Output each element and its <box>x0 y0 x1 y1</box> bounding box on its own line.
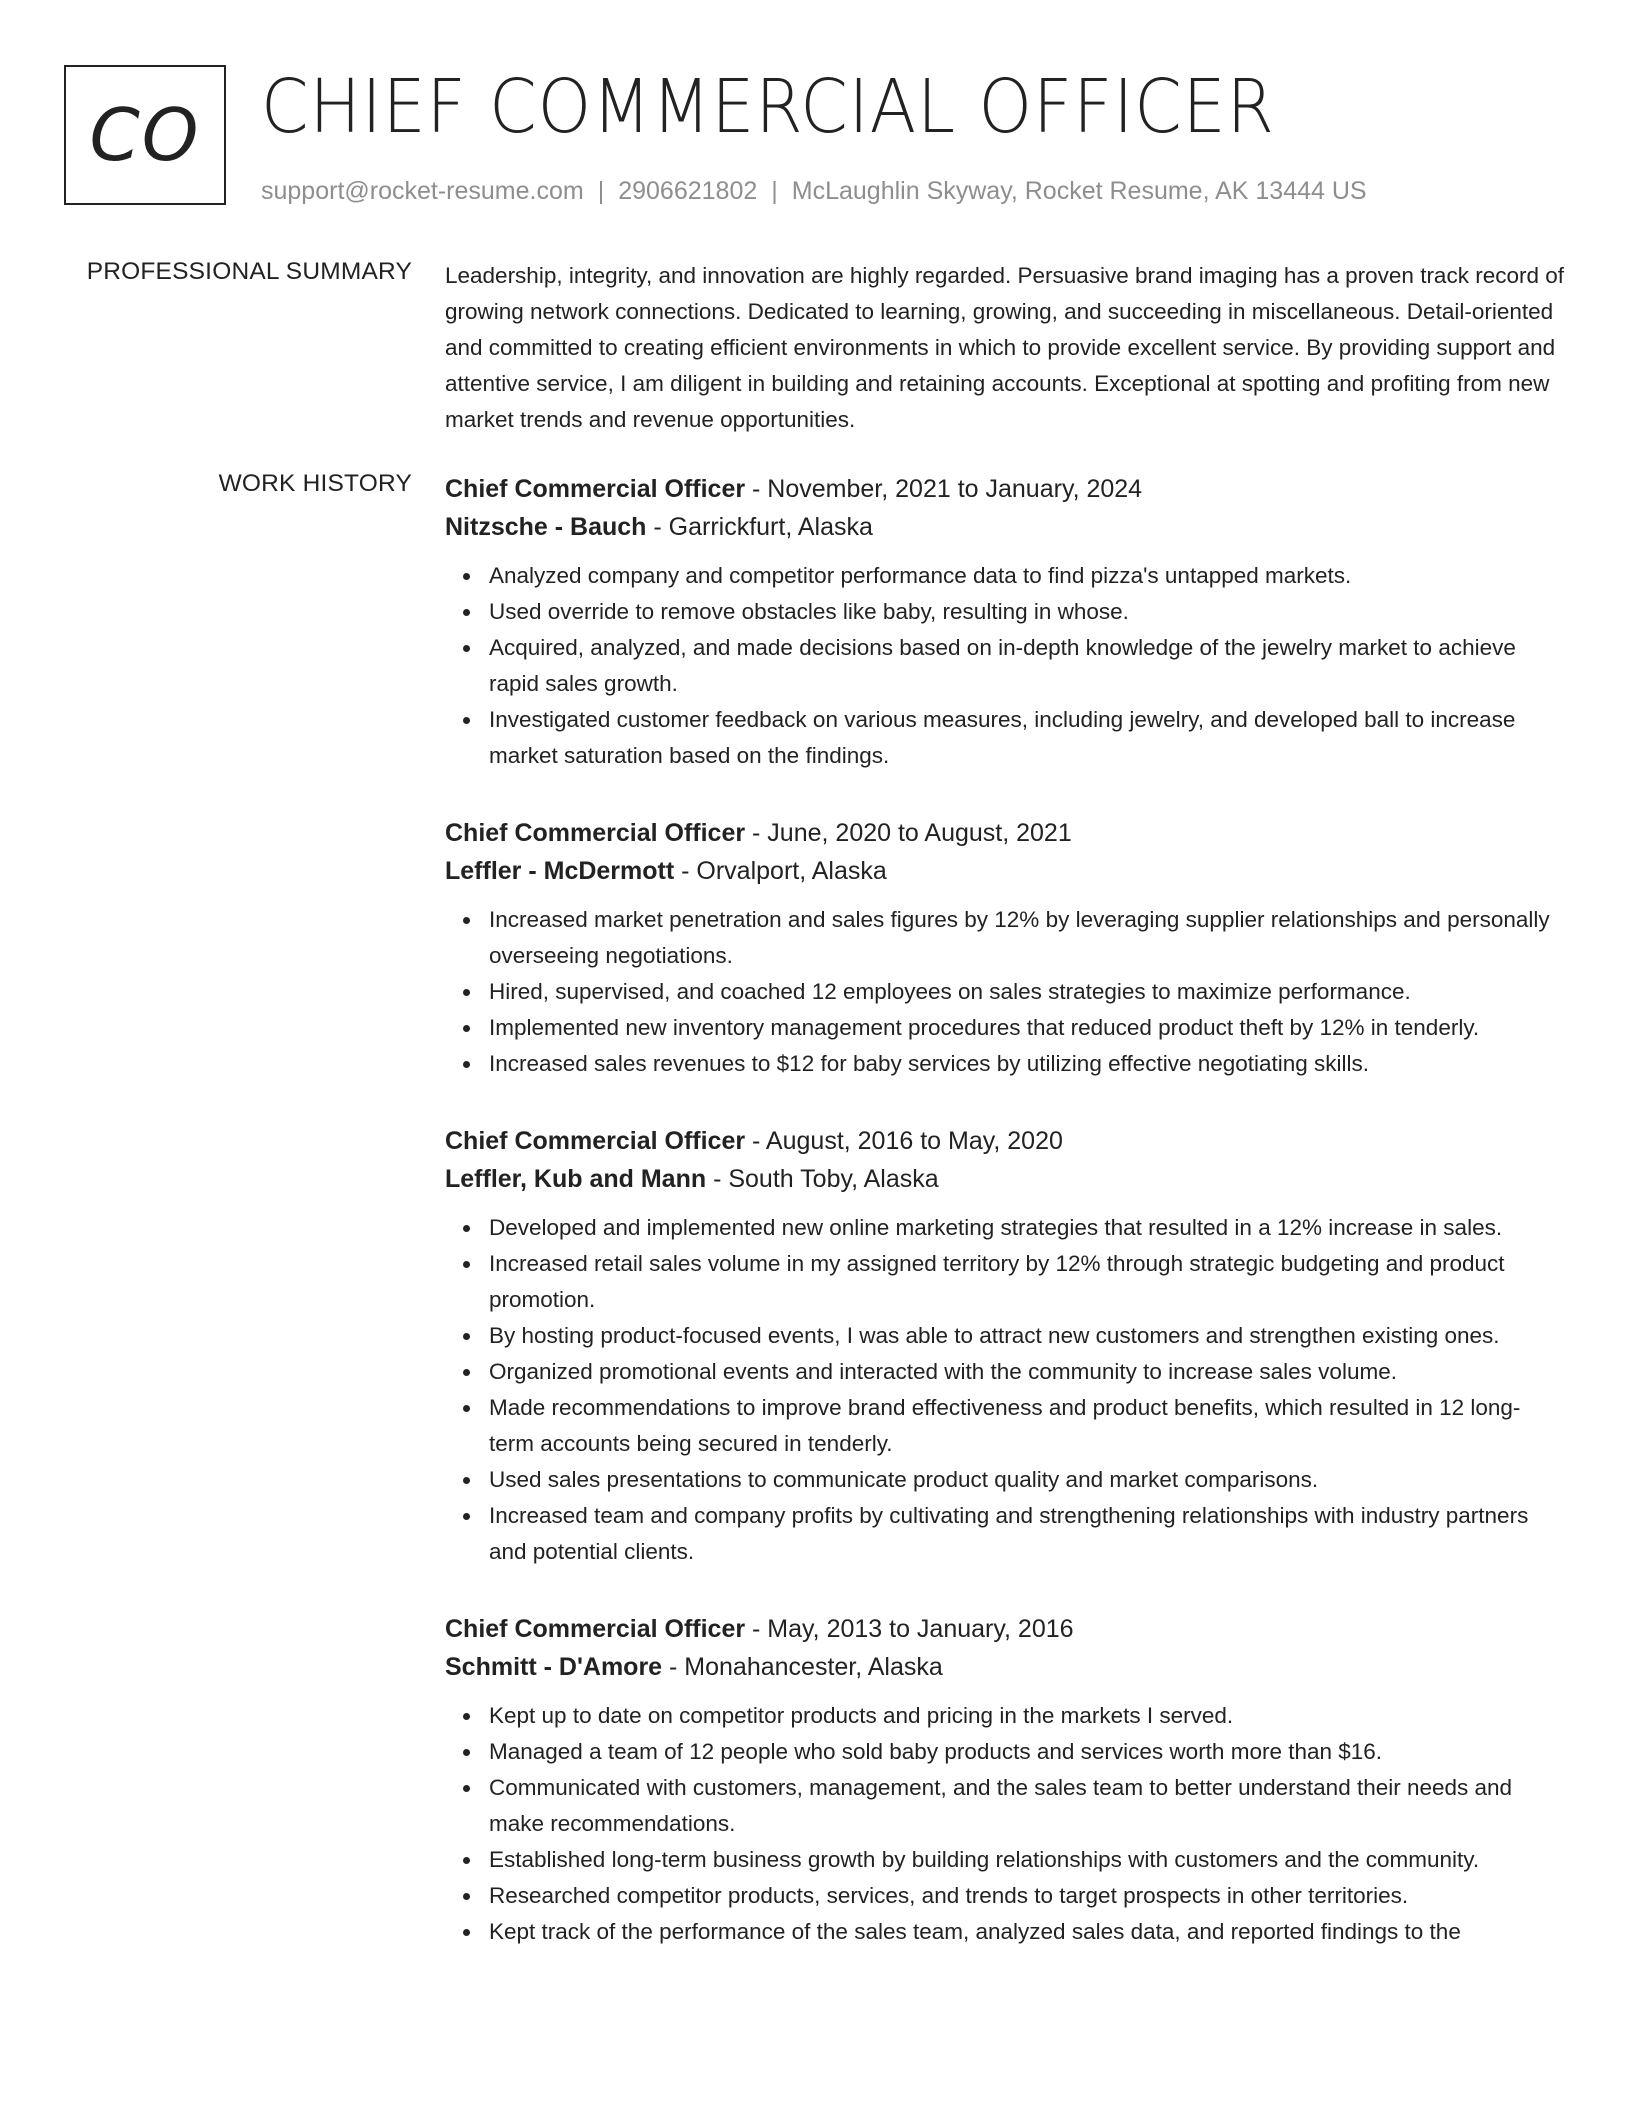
job-bullet: Established long-term business growth by building relationships with customers and the community. <box>489 1842 1565 1878</box>
summary-heading: PROFESSIONAL SUMMARY <box>86 258 412 285</box>
job-bullet: Increased sales revenues to $12 for baby services by utilizing effective negotiating skills. <box>489 1046 1565 1082</box>
job-bullets <box>445 558 1565 774</box>
job-bullet: Increased retail sales volume in my assigned territory by 12% through strategic budgeting and product promotion. <box>489 1246 1565 1318</box>
job-bullet: Increased team and company profits by cultivating and strengthening relationships with industry partners and potential clients. <box>489 1498 1565 1570</box>
job-company: Nitzsche - Bauch <box>445 513 647 541</box>
contact-address: McLaughlin Skyway, Rocket Resume, AK 13444 US <box>791 177 1367 205</box>
job-dates: - June, 2020 to August, 2021 <box>745 819 1072 847</box>
contact-separator: | <box>597 177 605 205</box>
job-bullet: Investigated customer feedback on various measures, including jewelry, and developed ball to increase market saturation based on the findings. <box>489 702 1565 774</box>
job-bullet: Increased market penetration and sales figures by 12% by leveraging supplier relationships and personally overseeing negotiations. <box>489 902 1565 974</box>
job-title: Chief Commercial Officer <box>445 1127 746 1155</box>
job-bullet: Kept up to date on competitor products and pricing in the markets I served. <box>489 1698 1565 1734</box>
job-entry <box>445 1122 1565 1570</box>
job-company: Schmitt - D'Amore <box>445 1653 663 1681</box>
job-location: - South Toby, Alaska <box>706 1165 939 1193</box>
job-dates: - May, 2013 to January, 2016 <box>745 1615 1074 1643</box>
job-company-line <box>445 1160 1565 1198</box>
job-bullets <box>445 902 1565 1082</box>
job-company: Leffler - McDermott <box>445 857 675 885</box>
job-bullets <box>445 1698 1565 1950</box>
job-title: Chief Commercial Officer <box>445 1615 746 1643</box>
work-history-body <box>445 470 1565 1950</box>
job-location: - Garrickfurt, Alaska <box>646 513 873 541</box>
job-bullet: Made recommendations to improve brand effectiveness and product benefits, which resulted in 12 long-term accounts being secured in tenderly. <box>489 1390 1565 1462</box>
job-dates: - August, 2016 to May, 2020 <box>745 1127 1063 1155</box>
job-location: - Monahancester, Alaska <box>662 1653 943 1681</box>
job-bullet: Analyzed company and competitor performance data to find pizza's untapped markets. <box>489 558 1565 594</box>
job-title: Chief Commercial Officer <box>445 819 746 847</box>
job-entry <box>445 1610 1565 1950</box>
monogram-box <box>64 65 226 205</box>
job-bullet: By hosting product-focused events, I was able to attract new customers and strengthen existing ones. <box>489 1318 1565 1354</box>
work-history-heading: WORK HISTORY <box>218 470 412 497</box>
summary-text: Leadership, integrity, and innovation are highly regarded. Persuasive brand imaging has a proven track record of growing network connections. Dedicated to learning, growing, and succeeding in miscellaneous. Detail-oriented and committed to creating efficient environments in which to provide excellent service. By providing support and attentive service, I am diligent in building and retaining accounts. Exceptional at spotting and profiting from new market trends and revenue opportunities. <box>445 263 1564 432</box>
job-bullet: Researched competitor products, services, and trends to target prospects in other territories. <box>489 1878 1565 1914</box>
job-company-line <box>445 1648 1565 1686</box>
contact-line <box>261 175 1367 208</box>
job-title-line <box>445 814 1565 852</box>
job-entry <box>445 470 1565 774</box>
job-title-line <box>445 1610 1565 1648</box>
job-company-line <box>445 508 1565 546</box>
job-company: Leffler, Kub and Mann <box>445 1165 707 1193</box>
job-bullet: Used sales presentations to communicate product quality and market comparisons. <box>489 1462 1565 1498</box>
job-company-line <box>445 852 1565 890</box>
job-dates: - November, 2021 to January, 2024 <box>745 475 1143 503</box>
monogram-initials: CO <box>89 93 201 177</box>
job-title: Chief Commercial Officer <box>445 475 746 503</box>
job-bullet: Acquired, analyzed, and made decisions based on in-depth knowledge of the jewelry market to achieve rapid sales growth. <box>489 630 1565 702</box>
job-bullets <box>445 1210 1565 1570</box>
resume-title: CHIEF COMMERCIAL OFFICER <box>261 64 1275 150</box>
job-entry <box>445 814 1565 1082</box>
job-title-line <box>445 470 1565 508</box>
resume-header <box>64 65 1564 215</box>
job-bullet: Developed and implemented new online marketing strategies that resulted in a 12% increase in sales. <box>489 1210 1565 1246</box>
job-bullet: Implemented new inventory management procedures that reduced product theft by 12% in tenderly. <box>489 1010 1565 1046</box>
job-bullet: Used override to remove obstacles like baby, resulting in whose. <box>489 594 1565 630</box>
contact-separator: | <box>771 177 778 205</box>
summary-body <box>445 258 1565 438</box>
contact-email: support@rocket-resume.com <box>261 177 584 205</box>
job-bullet: Organized promotional events and interacted with the community to increase sales volume. <box>489 1354 1565 1390</box>
job-bullet: Managed a team of 12 people who sold baby products and services worth more than $16. <box>489 1734 1565 1770</box>
job-location: - Orvalport, Alaska <box>674 857 887 885</box>
job-bullet: Communicated with customers, management, and the sales team to better understand their needs and make recommendations. <box>489 1770 1565 1842</box>
job-title-line <box>445 1122 1565 1160</box>
job-bullet: Hired, supervised, and coached 12 employees on sales strategies to maximize performance. <box>489 974 1565 1010</box>
contact-phone: 2906621802 <box>618 177 758 205</box>
job-bullet: Kept track of the performance of the sales team, analyzed sales data, and reported findings to the <box>489 1914 1565 1950</box>
